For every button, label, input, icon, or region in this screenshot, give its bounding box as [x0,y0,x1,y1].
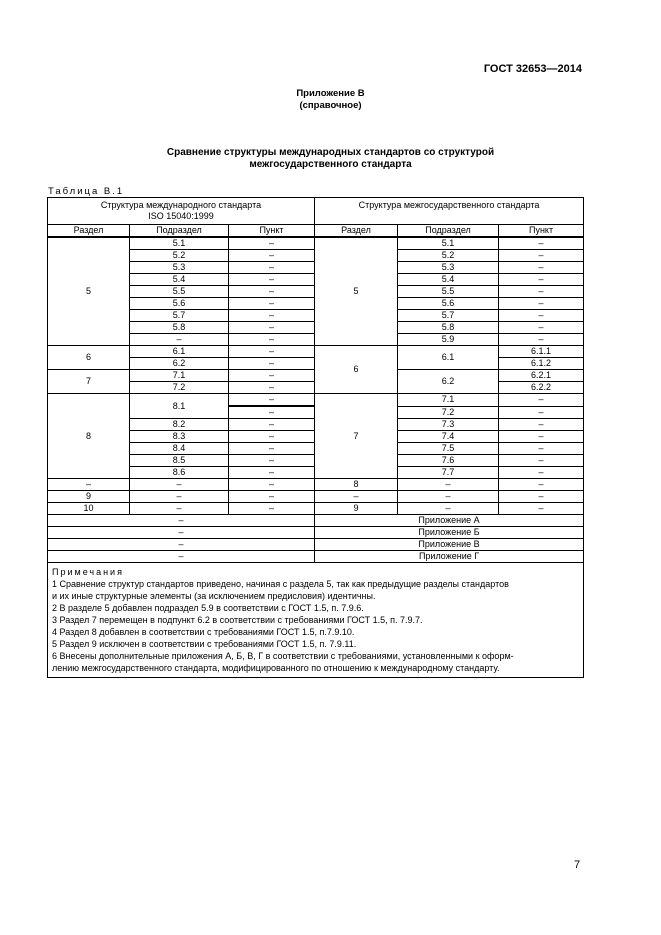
cell-subsection: 6.2 [398,370,499,394]
cell-subsection: 8.6 [130,467,229,479]
group-header-international-line1: Структура международного стандарта [100,200,262,210]
cell-subsection: 8.4 [130,443,229,455]
cell-point: – [229,237,315,250]
cell-subsection: – [398,479,499,491]
cell-subsection: 6.1 [130,346,229,358]
cell-section: 9 [315,503,398,515]
group-header-interstate: Структура межгосударственного стандарта [315,198,584,225]
cell-point: – [229,443,315,455]
cell-section: 9 [48,491,130,503]
page-number: 7 [574,859,581,871]
col-header-subsection: Подраздел [130,225,229,238]
cell-subsection: 5.6 [130,298,229,310]
cell-subsection: 5.2 [398,250,499,262]
cell-point: – [229,394,315,407]
cell-international: – [48,515,315,527]
cell-point: – [229,346,315,358]
cell-point: – [499,310,584,322]
cell-point: – [229,467,315,479]
comparison-table [47,197,584,678]
cell-section: 5 [315,237,398,346]
cell-subsection: – [130,491,229,503]
cell-point: – [499,479,584,491]
cell-point: – [499,503,584,515]
col-header-section: Раздел [315,225,398,238]
cell-point: – [499,491,584,503]
table-row [48,237,584,250]
cell-point: – [229,503,315,515]
cell-point: – [499,334,584,346]
document-title-line1: Сравнение структуры международных стандартов со структурой [166,147,495,158]
cell-subsection: 7.2 [398,406,499,419]
table-row-appendix [48,527,584,539]
cell-subsection: 5.5 [130,286,229,298]
cell-subsection: 8.2 [130,419,229,431]
table-row [48,491,584,503]
cell-subsection: 5.9 [398,334,499,346]
cell-subsection: 8.3 [130,431,229,443]
cell-subsection: 5.4 [130,274,229,286]
cell-point: – [499,274,584,286]
document-title-line2: межгосударственного стандарта [249,159,412,170]
cell-point: – [229,406,315,419]
cell-point: – [499,455,584,467]
cell-point: – [229,479,315,491]
cell-subsection: 5.5 [398,286,499,298]
cell-subsection: 7.5 [398,443,499,455]
table-caption: Таблица В.1 [48,186,125,197]
cell-point: – [229,358,315,370]
cell-section: 6 [48,346,130,370]
cell-section: 7 [48,370,130,394]
cell-point: – [499,262,584,274]
cell-subsection: 5.7 [398,310,499,322]
cell-subsection: 5.8 [398,322,499,334]
table-group-header-row [48,198,584,225]
cell-subsection: 5.2 [130,250,229,262]
cell-subsection: 5.6 [398,298,499,310]
cell-point: – [229,431,315,443]
cell-point: – [499,467,584,479]
appendix-heading [0,88,661,112]
note-line: лению межгосударственного стандарта, модифицированного по отношению к международному стандарту. [52,663,500,673]
note-line: и их иные структурные элементы (за исключением предисловия) идентичны. [52,591,376,601]
cell-point: – [499,431,584,443]
cell-section: 8 [315,479,398,491]
cell-section: – [48,479,130,491]
cell-section: – [315,491,398,503]
cell-point: – [229,334,315,346]
cell-point: – [499,394,584,407]
cell-appendix: Приложение А [315,515,584,527]
cell-point: – [229,286,315,298]
cell-international: – [48,527,315,539]
cell-subsection: 5.3 [130,262,229,274]
cell-point: – [229,250,315,262]
table-column-header-row [48,225,584,238]
table-row-appendix [48,551,584,563]
cell-point: – [499,237,584,250]
cell-subsection: 8.5 [130,455,229,467]
cell-point: – [229,322,315,334]
cell-point: – [499,298,584,310]
note-line: 1 Сравнение структур стандартов приведено, начиная с раздела 5, так как предыдущие разделы стандартов [52,579,509,589]
cell-subsection: 7.2 [130,382,229,394]
cell-section: 6 [315,346,398,394]
cell-point: – [229,370,315,382]
group-header-international-line2: ISO 15040:1999 [148,211,214,221]
cell-subsection: 7.4 [398,431,499,443]
cell-point: 6.2.2 [499,382,584,394]
note-line: 4 Раздел 8 добавлен в соответствии с требованиями ГОСТ 1.5, п.7.9.10. [52,627,355,637]
cell-subsection: 5.1 [398,237,499,250]
cell-subsection: – [130,503,229,515]
cell-section: 10 [48,503,130,515]
col-header-subsection: Подраздел [398,225,499,238]
cell-appendix: Приложение Б [315,527,584,539]
table-row [48,346,584,358]
document-title [0,147,661,171]
table-row-appendix [48,539,584,551]
cell-subsection: 6.1 [398,346,499,370]
appendix-title: Приложение В [296,88,365,99]
cell-point: 6.1.1 [499,346,584,358]
cell-international: – [48,551,315,563]
cell-point: – [499,322,584,334]
cell-subsection: 7.1 [398,394,499,407]
table-row-appendix [48,515,584,527]
cell-appendix: Приложение Г [315,551,584,563]
cell-point: – [229,491,315,503]
notes-cell [48,563,584,678]
cell-point: – [229,310,315,322]
cell-point: – [229,382,315,394]
cell-subsection: 5.1 [130,237,229,250]
cell-point: – [499,286,584,298]
cell-section: 8 [48,394,130,479]
cell-point: – [229,419,315,431]
table-row [48,394,584,407]
cell-point: – [499,443,584,455]
col-header-point: Пункт [229,225,315,238]
cell-section: 5 [48,237,130,346]
cell-subsection: 5.3 [398,262,499,274]
notes-row [48,563,584,678]
cell-subsection: 7.7 [398,467,499,479]
cell-point: – [499,250,584,262]
appendix-subtitle: (справочное) [299,100,362,111]
cell-point: – [229,298,315,310]
cell-point: 6.2.1 [499,370,584,382]
cell-international: – [48,539,315,551]
note-line: 5 Раздел 9 исключен в соответствии с требованиями ГОСТ 1.5, п. 7.9.11. [52,639,357,649]
cell-point: – [499,406,584,419]
note-line: 2 В разделе 5 добавлен подраздел 5.9 в соответствии с ГОСТ 1.5, п. 7.9.6. [52,603,364,613]
cell-point: – [229,262,315,274]
cell-section: 7 [315,394,398,479]
cell-subsection: 5.7 [130,310,229,322]
cell-subsection: – [130,479,229,491]
col-header-point: Пункт [499,225,584,238]
cell-subsection: 5.4 [398,274,499,286]
notes-heading: Примечания [52,567,124,577]
cell-subsection: – [130,334,229,346]
cell-point: – [229,455,315,467]
cell-point: – [229,274,315,286]
cell-subsection: 7.1 [130,370,229,382]
cell-subsection: 6.2 [130,358,229,370]
group-header-international [48,198,315,225]
col-header-section: Раздел [48,225,130,238]
cell-appendix: Приложение В [315,539,584,551]
note-line: 6 Внесены дополнительные приложения А, Б, В, Г в соответствии с требованиями, установленными к оформ- [52,651,514,661]
cell-subsection: – [398,503,499,515]
cell-subsection: 7.6 [398,455,499,467]
cell-point: 6.1.2 [499,358,584,370]
cell-subsection: 5.8 [130,322,229,334]
note-line: 3 Раздел 7 перемещен в подпункт 6.2 в соответствии с требованиями ГОСТ 1.5, п. 7.9.7. [52,615,423,625]
cell-subsection: 7.3 [398,419,499,431]
cell-subsection: – [398,491,499,503]
document-code: ГОСТ 32653—2014 [483,63,582,75]
cell-subsection: 8.1 [130,394,229,419]
cell-point: – [499,419,584,431]
table-row [48,479,584,491]
table-row [48,503,584,515]
